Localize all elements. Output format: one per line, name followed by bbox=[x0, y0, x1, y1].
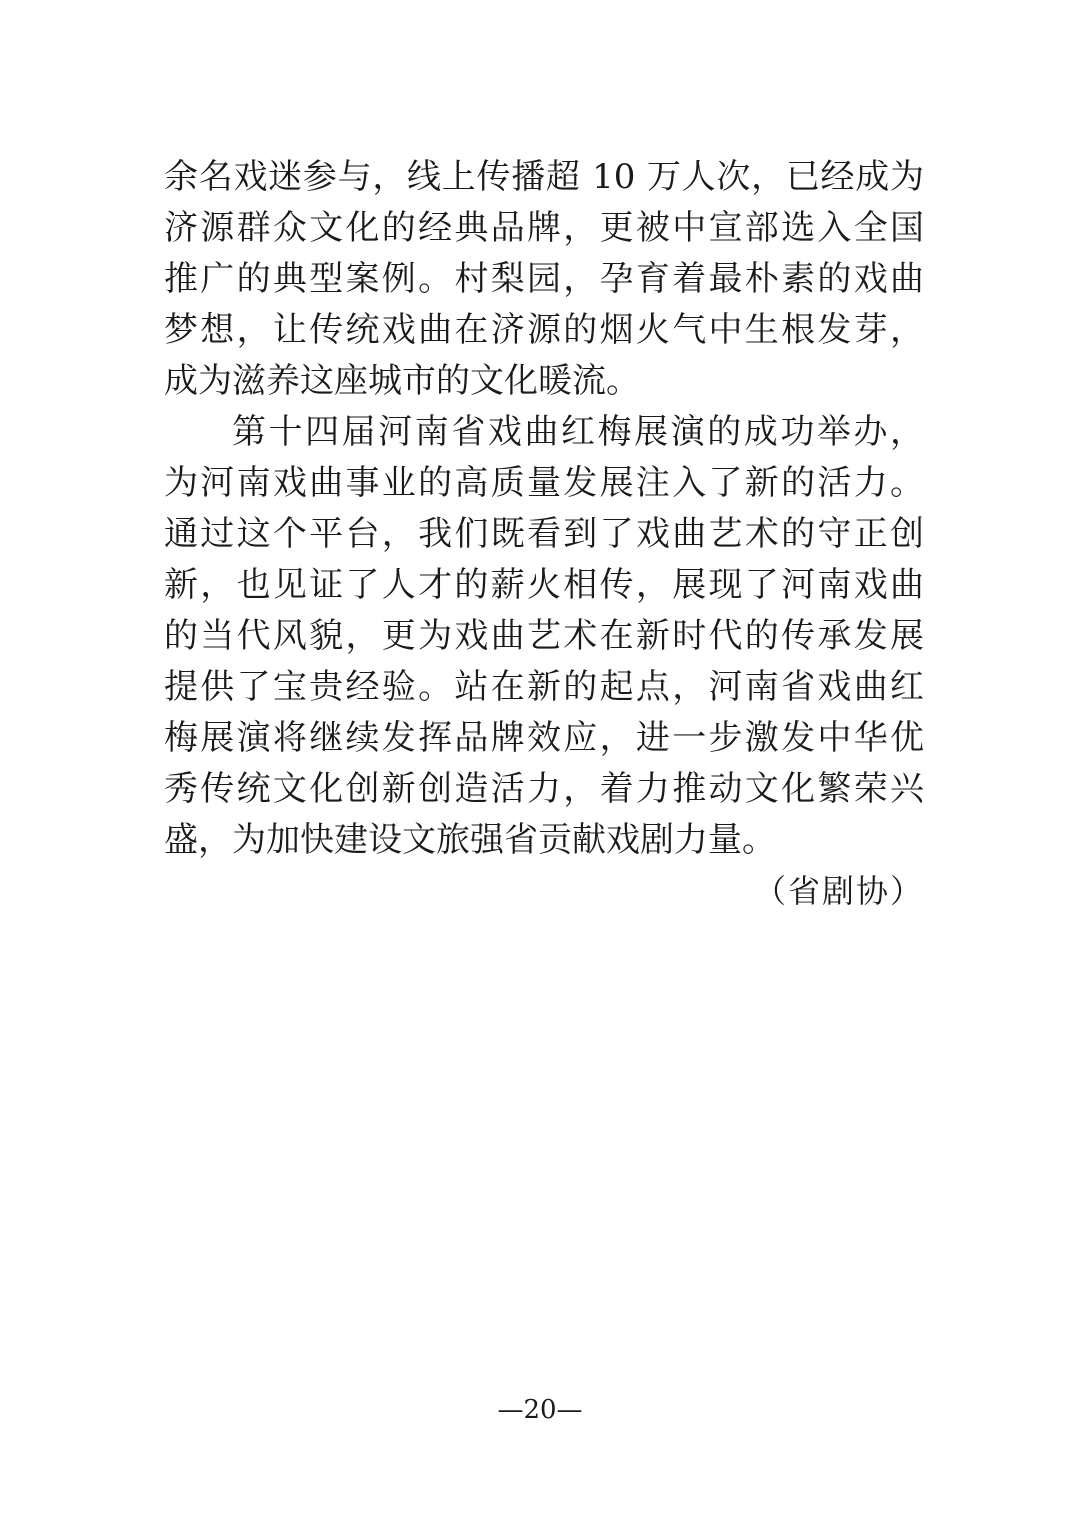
text-line: 成为滋养这座城市的文化暖流。 bbox=[164, 361, 640, 401]
text-line: 第十四届河南省戏曲红梅展演的成功举办， bbox=[232, 412, 924, 452]
text-line: 济源群众文化的经典品牌，更被中宣部选入全国 bbox=[164, 208, 924, 248]
text-line: 秀传统文化创新创造活力，着力推动文化繁荣兴 bbox=[164, 769, 924, 809]
text-line: 梦想，让传统戏曲在济源的烟火气中生根发芽， bbox=[164, 310, 924, 350]
text-line: 推广的典型案例。村梨园，孕育着最朴素的戏曲 bbox=[164, 259, 924, 299]
text-line: 为河南戏曲事业的高质量发展注入了新的活力。 bbox=[164, 463, 924, 503]
text-line: 梅展演将继续发挥品牌效应，进一步激发中华优 bbox=[164, 718, 924, 758]
text-line: 余名戏迷参与，线上传播超 10 万人次，已经成为 bbox=[164, 157, 924, 197]
text-line: 新，也见证了人才的薪火相传，展现了河南戏曲 bbox=[164, 565, 924, 605]
text-line: 的当代风貌，更为戏曲艺术在新时代的传承发展 bbox=[164, 616, 924, 656]
signature: （省剧协） bbox=[753, 872, 924, 910]
paragraph-1 bbox=[164, 152, 924, 407]
text-line: 通过这个平台，我们既看到了戏曲艺术的守正创 bbox=[164, 514, 924, 554]
body-text bbox=[164, 152, 924, 917]
text-line: 提供了宝贵经验。站在新的起点，河南省戏曲红 bbox=[164, 667, 924, 707]
text-line: 盛，为加快建设文旅强省贡献戏剧力量。 bbox=[164, 820, 776, 860]
page-number: —20— bbox=[497, 1395, 583, 1425]
paragraph-2 bbox=[164, 407, 924, 866]
